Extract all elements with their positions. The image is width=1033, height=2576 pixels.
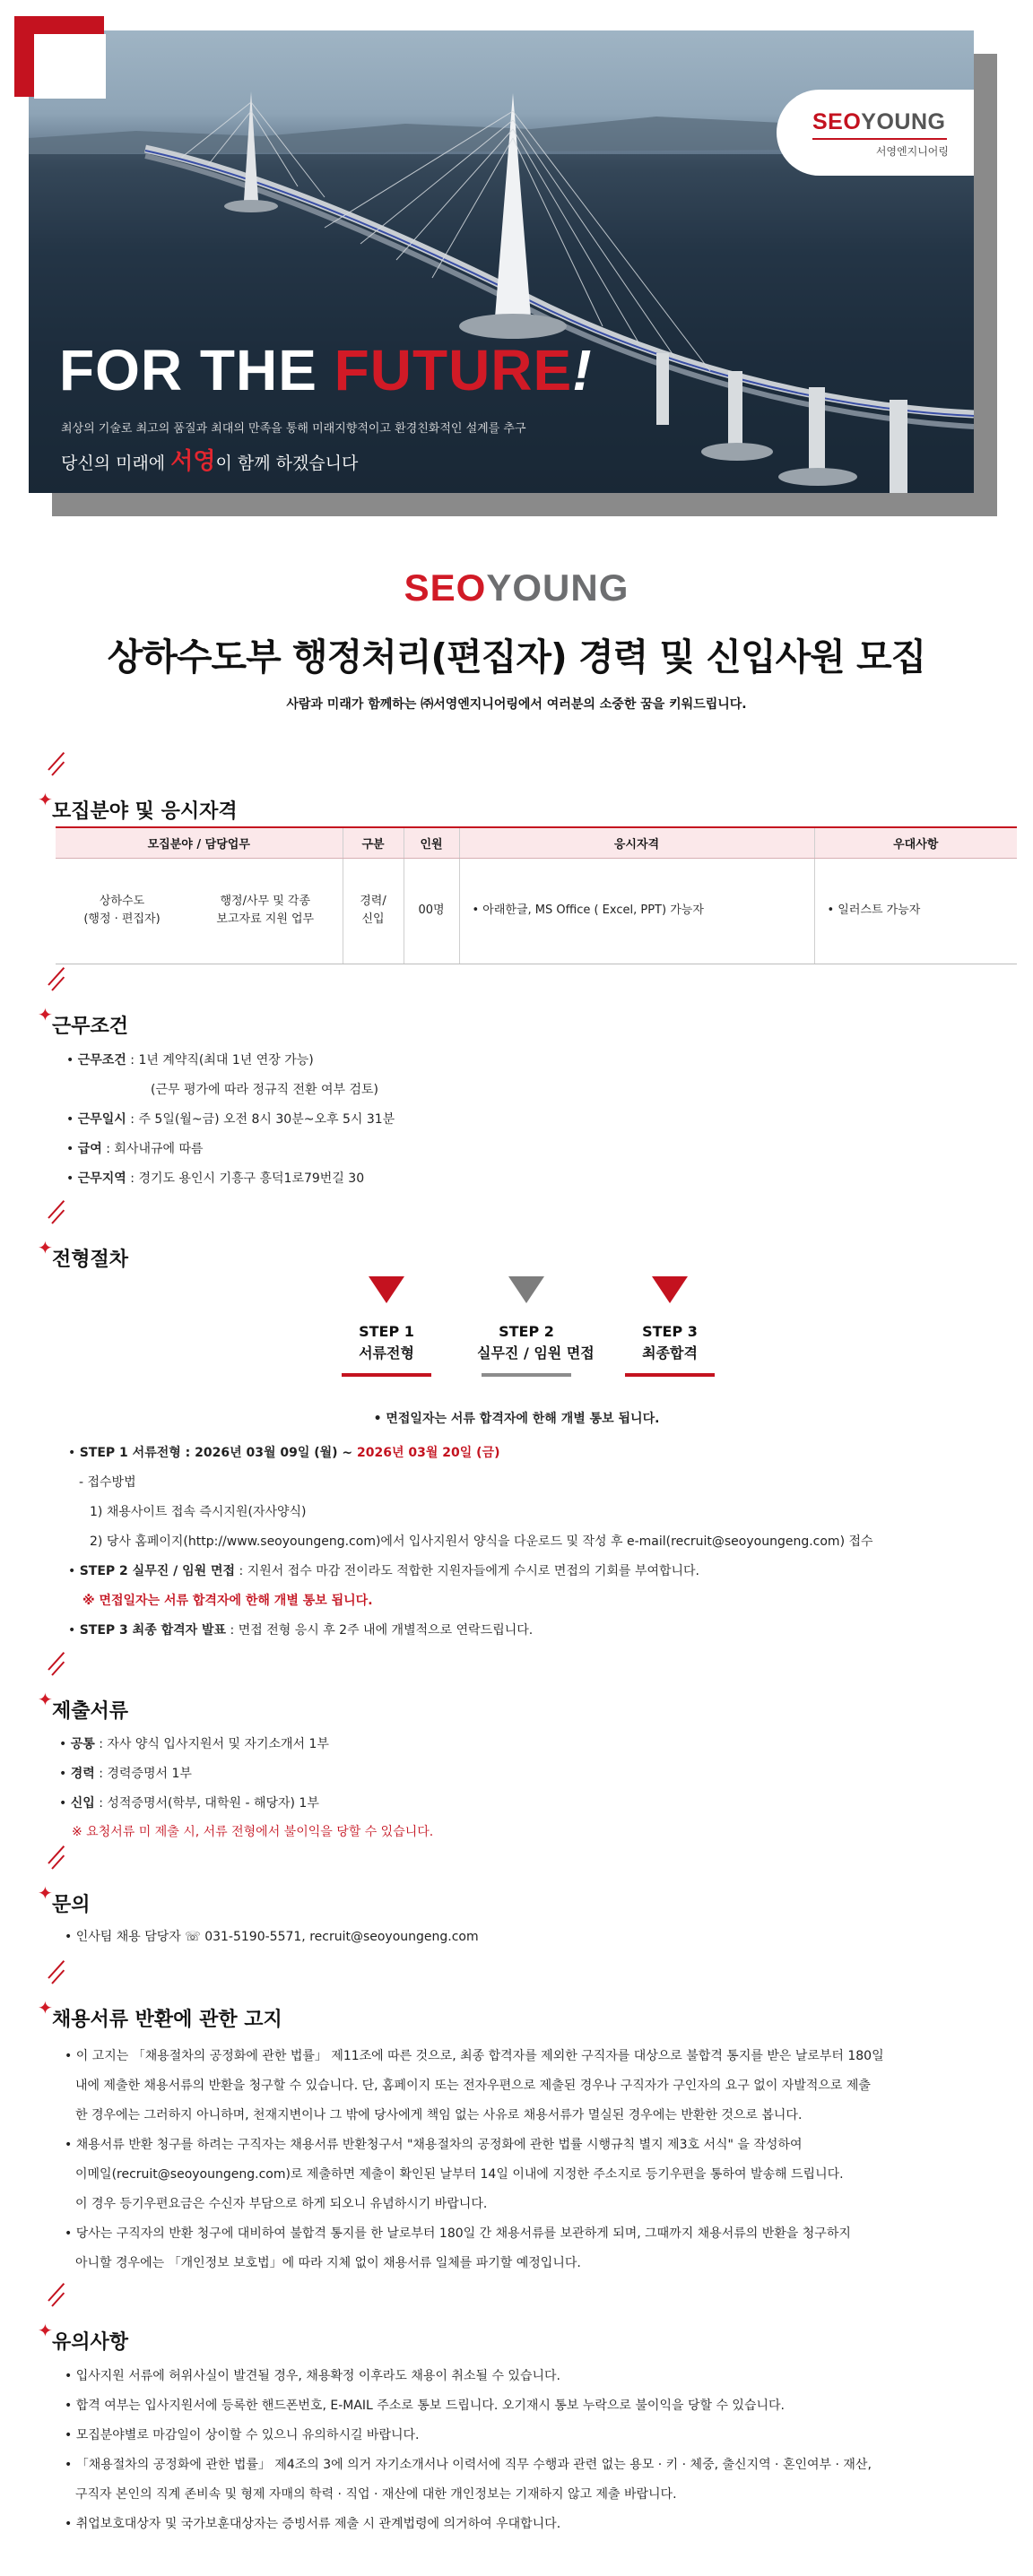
document-item: • 신입 : 성적증명서(학부, 대학원 - 해당자) 1부 <box>59 1796 319 1811</box>
notice-line: 한 경우에는 그러하지 아니하며, 천재지변이나 그 밖에 당사에게 책임 없는 사유로 채용서류가 멸실된 경우에는 반환한 것으로 봅니다. <box>75 2108 803 2122</box>
hero-slogan: 당신의 미래에 서영이 함께 하겠습니다 <box>61 448 359 475</box>
table-header-cell: 인원 <box>404 827 459 858</box>
duty-text: 행정/사무 및 각종 <box>220 895 311 908</box>
interview-note: ※ 면접일자는 서류 합격자에 한해 개별 통보 됩니다. <box>82 1594 373 1608</box>
step1-detail: • STEP 1 서류전형 : 2026년 03월 09일 (월) ~ 2026년 03월 20일 (금) <box>68 1446 500 1460</box>
deadline-date: 2026년 03월 20일 (금) <box>357 1446 500 1460</box>
recruit-table <box>56 826 1017 964</box>
step-name: 최종합격 <box>642 1344 698 1361</box>
section-title: 모집분야 및 응시자격 <box>52 800 238 823</box>
table-header-cell: 응시자격 <box>459 827 814 858</box>
type-text: 경력/ <box>360 895 386 908</box>
step-1 <box>337 1276 436 1377</box>
step-arrow-icon <box>508 1276 544 1303</box>
preference-cell: • 일러스트 가능자 <box>814 858 1017 964</box>
step2-detail: • STEP 2 실무진 / 임원 면접 : 지원서 접수 마감 전이라도 적합한 지원자들에게 수시로 면접의 기회를 부여합니다. <box>68 1564 700 1578</box>
section-title: 제출서류 <box>52 1700 129 1723</box>
hero-logo: SEOYOUNG <box>812 109 946 134</box>
notice-line: 이메일(recruit@seoyoungeng.com)로 제출하면 제출이 확인된 날부터 14일 이내에 지정한 주소지로 등기우편을 통하여 발송해 드립니다. <box>75 2167 844 2182</box>
notice-line: • 채용서류 반환 청구를 하려는 구직자는 채용서류 반환청구서 "채용절차의 공정화에 관한 법률 시행규칙 별지 제3호 서식" 을 작성하여 <box>65 2138 803 2152</box>
company-logo: SEOYOUNG <box>404 566 629 609</box>
field-name-detail: (행정 · 편집자) <box>83 912 161 926</box>
step-name: 서류전형 <box>359 1344 414 1361</box>
hero-image <box>29 30 974 493</box>
star-icon: ✦ <box>38 789 53 810</box>
page-intro: 사람과 미래가 함께하는 ㈜서영엔지니어링에서 여러분의 소중한 꿈을 키워드립니다. <box>286 697 747 712</box>
hero-logo-underline <box>812 138 947 140</box>
section-title: 근무조건 <box>52 1016 129 1038</box>
count-cell: 00명 <box>404 858 459 964</box>
caution-line: • 입사지원 서류에 허위사실이 발견될 경우, 채용확정 이후라도 채용이 취소될 수 있습니다. <box>65 2369 560 2383</box>
document-warning: ※ 요청서류 미 제출 시, 서류 전형에서 불이익을 당할 수 있습니다. <box>72 1825 434 1839</box>
step-3 <box>621 1276 719 1377</box>
table-header-cell: 모집분야 / 담당업무 <box>56 827 343 858</box>
type-cell <box>343 858 404 964</box>
step-2 <box>477 1276 595 1377</box>
field-cell <box>56 858 343 964</box>
section-title: 채용서류 반환에 관한 고지 <box>52 2009 282 2031</box>
hero-logo-subtitle: 서영엔지니어링 <box>875 145 949 158</box>
contact-info: • 인사팀 채용 담당자 ☏ 031-5190-5571, recruit@seoyoungeng.com <box>65 1930 479 1944</box>
notice-line: • 당사는 구직자의 반환 청구에 대비하여 불합격 통지를 한 날로부터 180일 간 채용서류를 보관하게 되며, 그때까지 채용서류의 반환을 청구하지 <box>65 2226 851 2241</box>
step-underline <box>625 1373 715 1377</box>
method-item: 2) 당사 홈페이지(http://www.seoyoungeng.com)에서 입사지원서 양식을 다운로드 및 작성 후 e-mail(recruit@seoyoungeng.com) 접수 <box>90 1534 873 1549</box>
step-number: STEP 3 <box>642 1323 698 1340</box>
star-icon: ✦ <box>38 1004 53 1025</box>
hero-logo-badge <box>777 90 974 176</box>
notice-line: • 이 고지는 「채용절차의 공정화에 관한 법률」 제11조에 따른 것으로, 최종 합격자를 제외한 구직자를 대상으로 불합격 통지를 받은 날로부터 180일 <box>65 2049 884 2063</box>
step-name: 실무진 / 임원 면접 <box>477 1344 595 1361</box>
hero-subline: 최상의 기술로 최고의 품질과 최대의 만족을 통해 미래지향적이고 환경친화적인 설계를 추구 <box>61 422 526 436</box>
step-arrow-icon <box>369 1276 404 1303</box>
notice-line: 아니할 경우에는 「개인정보 보호법」에 따라 지체 없이 채용서류 일체를 파기할 예정입니다. <box>75 2256 581 2270</box>
corner-accent <box>14 16 104 97</box>
table-row <box>56 858 1017 964</box>
condition-item: • 근무일시 : 주 5일(월~금) 오전 8시 30분~오후 5시 31분 <box>66 1112 395 1127</box>
section-title: 유의사항 <box>52 2331 129 2354</box>
notice-line: 이 경우 등기우편요금은 수신자 부담으로 하게 되오니 유념하시기 바랍니다. <box>75 2197 488 2211</box>
condition-item: (근무 평가에 따라 정규직 전환 여부 검토) <box>151 1083 379 1097</box>
caution-line: • 합격 여부는 입사지원서에 등록한 핸드폰번호, E-MAIL 주소로 통보 드립니다. 오기재시 통보 누락으로 불이익을 당할 수 있습니다. <box>65 2399 785 2413</box>
condition-item: • 급여 : 회사내규에 따름 <box>66 1142 204 1156</box>
table-header-cell: 우대사항 <box>814 827 1017 858</box>
section-title: 전형절차 <box>52 1249 129 1271</box>
hero-banner <box>0 0 1033 538</box>
method-heading: - 접수방법 <box>79 1475 136 1490</box>
caution-line: • 「채용절차의 공정화에 관한 법률」 제4조의 3에 의거 자기소개서나 이력서에 직무 수행과 관련 없는 용모 · 키 · 체중, 출신지역 · 혼인여부 · 재산, <box>65 2458 872 2472</box>
section-title: 문의 <box>52 1894 91 1916</box>
star-icon: ✦ <box>38 1882 53 1904</box>
type-text-detail: 신입 <box>361 912 385 926</box>
document-item: • 경력 : 경력증명서 1부 <box>59 1767 192 1781</box>
notice-line: 내에 제출한 채용서류의 반환을 청구할 수 있습니다. 단, 홈페이지 또는 전자우편으로 제출된 경우나 구직자가 구인자의 요구 없이 자발적으로 제출 <box>75 2079 871 2093</box>
page-title: 상하수도부 행정처리(편집자) 경력 및 신입사원 모집 <box>107 635 926 679</box>
star-icon: ✦ <box>38 1997 53 2018</box>
field-name: 상하수도 <box>99 895 145 908</box>
table-header-row <box>56 827 1017 858</box>
interview-notice: • 면접일자는 서류 합격자에 한해 개별 통보 됩니다. <box>373 1412 660 1426</box>
condition-item: • 근무조건 : 1년 계약직(최대 1년 연장 가능) <box>66 1053 314 1068</box>
step-number: STEP 2 <box>499 1323 554 1340</box>
step-number: STEP 1 <box>359 1323 414 1340</box>
star-icon: ✦ <box>38 2320 53 2341</box>
step-underline <box>342 1373 431 1377</box>
star-icon: ✦ <box>38 1689 53 1710</box>
table-header-cell: 구분 <box>343 827 404 858</box>
step3-detail: • STEP 3 최종 합격자 발표 : 면접 전형 응시 후 2주 내에 개별적으로 연락드립니다. <box>68 1623 534 1638</box>
caution-line: • 취업보호대상자 및 국가보훈대상자는 증빙서류 제출 시 관계법령에 의거하여 우대합니다. <box>65 2517 561 2531</box>
step-underline <box>482 1373 571 1377</box>
star-icon: ✦ <box>38 1237 53 1258</box>
hero-title: FOR THE FUTURE! <box>59 338 593 402</box>
step-arrow-icon <box>652 1276 688 1303</box>
condition-item: • 근무지역 : 경기도 용인시 기흥구 흥덕1로79번길 30 <box>66 1171 365 1186</box>
caution-line: • 모집분야별로 마감일이 상이할 수 있으니 유의하시길 바랍니다. <box>65 2428 420 2442</box>
document-item: • 공통 : 자사 양식 입사지원서 및 자기소개서 1부 <box>59 1737 329 1751</box>
duty-text-detail: 보고자료 지원 업무 <box>216 912 315 926</box>
method-item: 1) 채용사이트 접속 즉시지원(자사양식) <box>90 1505 307 1519</box>
caution-line: 구직자 본인의 직계 존비속 및 형제 자매의 학력 · 직업 · 재산에 대한 개인정보는 기재하지 않고 제출 바랍니다. <box>75 2487 677 2502</box>
qualification-cell: • 아래한글, MS Office ( Excel, PPT) 가능자 <box>459 858 814 964</box>
